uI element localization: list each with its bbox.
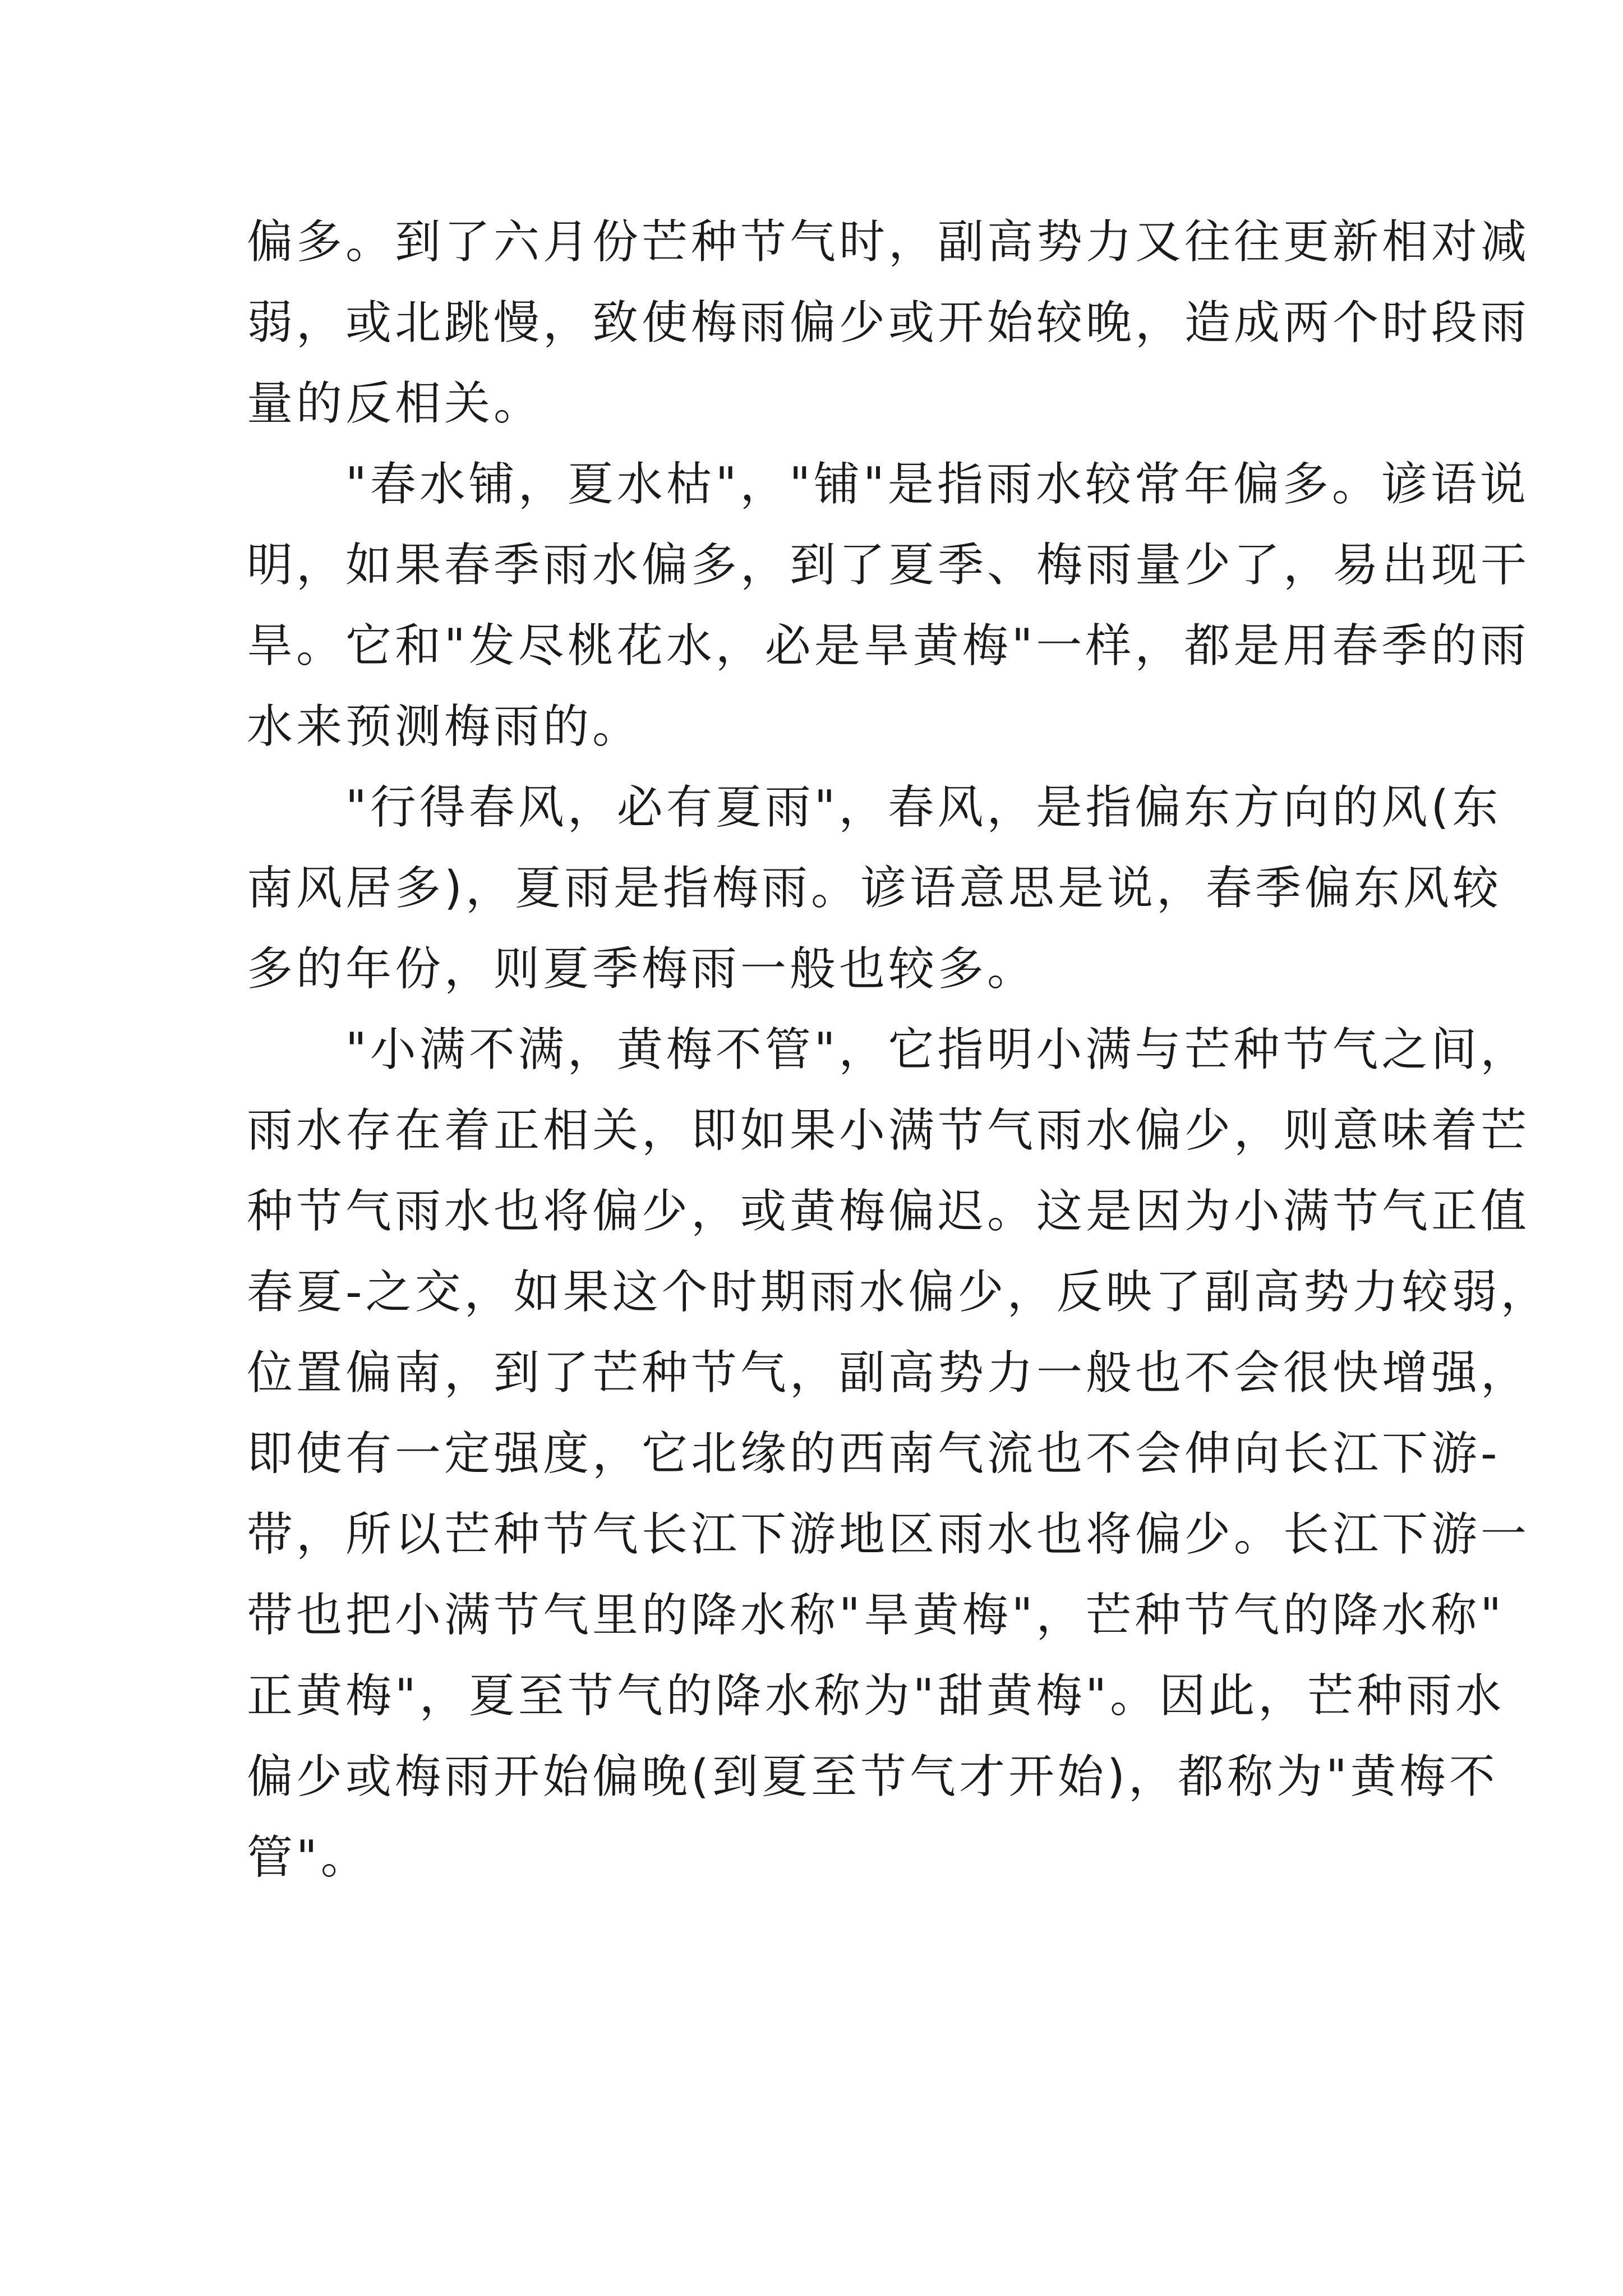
text-line-8: "行得春风，必有夏雨"，春风，是指偏东方向的风(东	[247, 781, 1502, 834]
text-line-7: 水来预测梅雨的。	[247, 700, 642, 753]
text-line-6: 旱。它和"发尽桃花水，必是旱黄梅"一样，都是用春季的雨	[247, 619, 1530, 673]
document-body	[247, 202, 1550, 1898]
text-line-17: 带，所以芒种节气长江下游地区雨水也将偏少。长江下游一	[247, 1508, 1530, 1561]
text-line-19: 正黄梅"，夏至节气的降水称为"甜黄梅"。因此，芒种雨水	[247, 1669, 1505, 1723]
text-line-11: "小满不满，黄梅不管"，它指明小满与芒种节气之间，	[247, 1023, 1530, 1076]
text-line-4: "春水铺，夏水枯"，"铺"是指雨水较常年偏多。谚语说	[247, 458, 1529, 511]
text-line-3: 量的反相关。	[247, 377, 543, 430]
text-line-1: 偏多。到了六月份芒种节气时，副高势力又往往更新相对减	[247, 215, 1530, 269]
text-line-12: 雨水存在着正相关，即如果小满节气雨水偏少，则意味着芒	[247, 1104, 1530, 1157]
text-line-13: 种节气雨水也将偏少，或黄梅偏迟。这是因为小满节气正值	[247, 1185, 1530, 1238]
text-line-10: 多的年份，则夏季梅雨一般也较多。	[247, 942, 1037, 996]
text-line-21: 管"。	[247, 1831, 370, 1884]
text-line-16: 即使有一定强度，它北缘的西南气流也不会伸向长江下游-	[247, 1427, 1501, 1480]
text-line-9: 南风居多)，夏雨是指梅雨。谚语意思是说，春季偏东风较	[247, 862, 1502, 915]
text-line-18: 带也把小满节气里的降水称"旱黄梅"，芒种节气的降水称"	[247, 1589, 1505, 1642]
text-line-2: 弱，或北跳慢，致使梅雨偏少或开始较晚，造成两个时段雨	[247, 296, 1530, 349]
text-line-15: 位置偏南，到了芒种节气，副高势力一般也不会很快增强，	[247, 1346, 1530, 1400]
text-line-14: 春夏-之交，如果这个时期雨水偏少，反映了副高势力较弱，	[247, 1266, 1550, 1319]
text-line-20: 偏少或梅雨开始偏晚(到夏至节气才开始)，都称为"黄梅不	[247, 1750, 1498, 1803]
text-line-5: 明，如果春季雨水偏多，到了夏季、梅雨量少了，易出现干	[247, 539, 1530, 592]
